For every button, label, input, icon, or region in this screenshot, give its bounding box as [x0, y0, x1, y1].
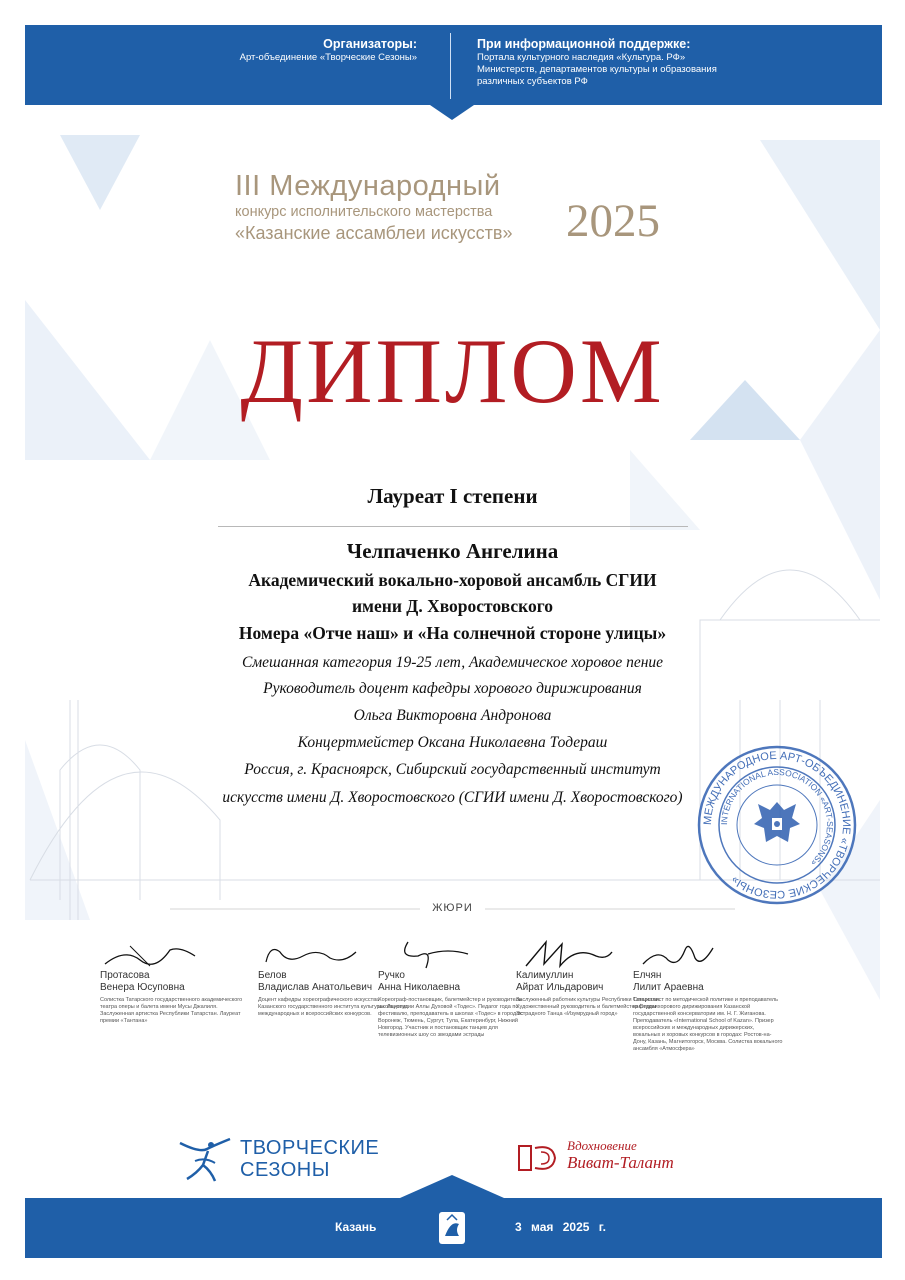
header-divider [450, 33, 451, 99]
recipient-name: Челпаченко Ангелина [346, 539, 559, 563]
support-title: При информационной поддержке: [477, 37, 691, 51]
jury-description: Солистка Татарского государственного академического театра оперы и балета имени Мусы Джалиля. Заслуженная артистка Республики Татарстан. Лауреат премии «Тантана» [100, 997, 243, 1024]
organization-stamp [696, 744, 858, 906]
jury-title-rule [0, 906, 905, 912]
ensemble-line-1: Академический вокально-хоровой ансамбль СГИИ [248, 570, 657, 590]
jury-description: Заслуженный работник культуры Республики Татарстан. Художественный руководитель и балетмейстер Студии Эстрадного Танца «Изумрудный город» [516, 997, 661, 1017]
support-block [477, 37, 857, 88]
footer-date: 3 мая 2025 г. [515, 1220, 606, 1234]
signature [378, 938, 528, 970]
jury-given-name: Анна Николаевна [378, 982, 461, 993]
logo-text [240, 1137, 379, 1181]
diploma-title: ДИПЛОМ [240, 320, 665, 422]
ensemble-line-2: имени Д. Хворостовского [351, 596, 554, 616]
jury-surname: Елчян [633, 970, 662, 981]
support-line: Министерств, департаментов культуры и образования [477, 64, 717, 75]
jury-surname: Ручко [378, 970, 405, 981]
stamp-inner-text: INTERNATIONAL ASSOCIATION «ART-SEASONS» [718, 766, 836, 869]
footer-bar [25, 1198, 882, 1258]
jury-given-name: Венера Юсуповна [100, 982, 185, 993]
jury-given-name: Лилит Араевна [633, 982, 704, 993]
jury-surname: Протасова [100, 970, 150, 981]
contest-title-block [200, 170, 700, 250]
kazan-coat-of-arms-icon [437, 1210, 467, 1248]
accompanist-text: Концертмейстер Оксана Николаевна Тодераш [297, 734, 608, 751]
jury-member [378, 938, 528, 1039]
jury-member [100, 938, 250, 1025]
jury-description: Хореограф-постановщик, балетмейстер и руководитель школы-студии Аллы Духовой «Тодес». Педагог года по фестивалю, преподаватель в школах «Тодес» в городах: Воронеж, Тюмень, Сургут, Тула, Екатеринбург, Нижний Новгород. Участник и постановщик танцев для телевизионных шоу со звездами эстрады [378, 997, 524, 1038]
vivat-talant-logo [515, 1138, 745, 1178]
contest-line-2: конкурс исполнительского мастерства [235, 204, 493, 220]
logo-text-line-2: СЕЗОНЫ [240, 1159, 330, 1181]
vivat-talant-emblem-icon [515, 1138, 565, 1178]
jury-given-name: Владислав Анатольевич [258, 982, 373, 993]
tvorcheskie-sezony-logo [175, 1135, 405, 1185]
place-line-1: Россия, г. Красноярск, Сибирский государственный институт [244, 761, 661, 778]
stamp-ring-text: МЕЖДУНАРОДНОЕ АРТ-ОБЪЕДИНЕНИЕ «ТВОРЧЕСКИЕ СЕЗОНЫ» [701, 749, 853, 901]
contest-year: 2025 [566, 195, 660, 247]
divider-rule [218, 526, 688, 527]
leader-line-1: Руководитель доцент кафедры хорового дирижирования [263, 680, 642, 697]
jury-description: Специалист по методической политике и преподаватель кафедры хорового дирижирования Казанской государственной консерватории им. Н. Г. Жиганова. Преподаватель «International School of Kazan». Призер всероссийских и международных дирижерских, вокальных и хоровых конкурсов в городах: Ростов-на-Дону, Казань, Магнитогорск, Москва. Солистка вокального ансамбля «Атмосфера» [633, 997, 783, 1052]
organizers-block [25, 37, 417, 64]
signature [633, 938, 783, 970]
place-line-2: искусств имени Д. Хворостовского (СГИИ имени Д. Хворостовского) [222, 789, 683, 806]
vivat-line-2: Виват-Талант [567, 1153, 674, 1172]
signature [100, 938, 250, 970]
leader-line-2: Ольга Викторовна Андронова [353, 707, 552, 724]
vivat-line-1: Вдохновение [567, 1138, 637, 1153]
jury-description: Доцент кафедры хореографического искусства Казанского государственного института культуры. Лауреат международных и всероссийских конкурсов. [258, 997, 408, 1017]
support-line: различных субъектов РФ [477, 76, 588, 87]
footer-city: Казань [335, 1220, 377, 1234]
contest-line-1: III Международный [235, 170, 501, 202]
header-bar [25, 25, 882, 105]
double-headed-eagle-icon [754, 802, 800, 842]
organizers-text: Арт-объединение «Творческие Сезоны» [239, 52, 417, 63]
jury-member [633, 938, 783, 1053]
ballerina-icon [175, 1135, 235, 1185]
jury-surname: Белов [258, 970, 287, 981]
jury-surname: Калимуллин [516, 970, 574, 981]
contest-line-3: «Казанские ассамблеи искусств» [235, 223, 513, 243]
organizers-title: Организаторы: [323, 37, 417, 51]
award-level: Лауреат I степени [367, 484, 538, 508]
program-text: Номера «Отче наш» и «На солнечной стороне улицы» [238, 623, 667, 643]
logo-text-line-1: ТВОРЧЕСКИЕ [240, 1137, 380, 1159]
jury-title: ЖЮРИ [432, 902, 473, 914]
support-line: Портала культурного наследия «Культура. РФ» [477, 52, 686, 63]
category-text: Смешанная категория 19-25 лет, Академическое хоровое пение [241, 654, 664, 671]
jury-given-name: Айрат Ильдарович [516, 982, 604, 993]
